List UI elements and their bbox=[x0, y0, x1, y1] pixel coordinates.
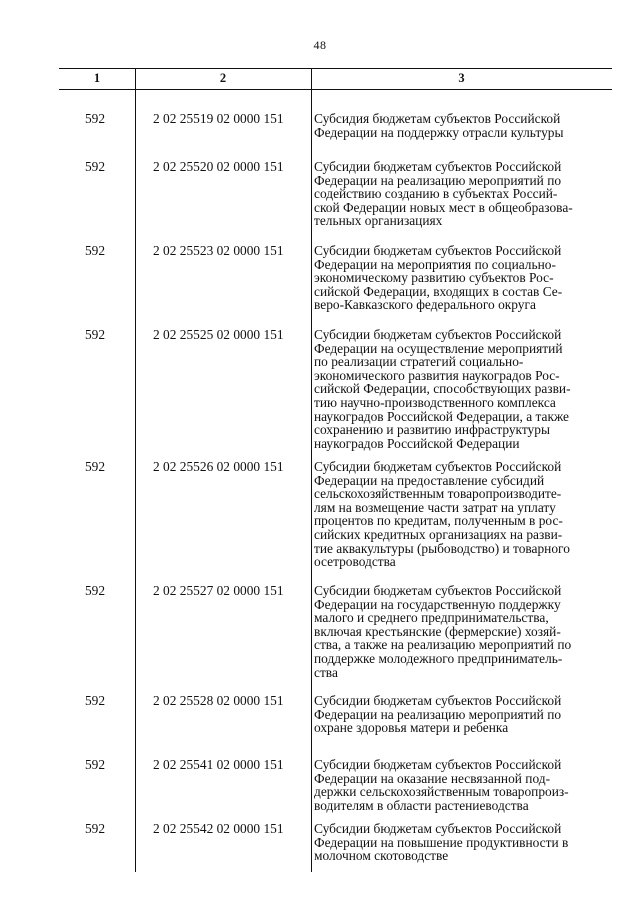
table-row bbox=[59, 694, 612, 735]
income-name-line: включая крестьянские (фермерские) хозяй- bbox=[314, 623, 561, 639]
income-name-line: сельскохозяйственным товаропроизводите- bbox=[314, 486, 562, 502]
budget-code: 2 02 25542 02 0000 151 bbox=[153, 821, 284, 836]
table-row bbox=[59, 112, 612, 139]
income-name-line: Федерации на осуществление мероприятий bbox=[314, 340, 563, 356]
header-col-1: 1 bbox=[93, 71, 101, 85]
income-name-line: Федерации на реализацию мероприятий по bbox=[314, 172, 562, 188]
income-name-line: охране здоровья матери и ребенка bbox=[314, 720, 509, 736]
admin-code: 592 bbox=[84, 243, 106, 258]
income-name-line: Федерации на повышение продуктивности в bbox=[314, 834, 569, 850]
admin-code: 592 bbox=[84, 111, 106, 126]
income-name-line: процентов по кредитам, полученным в рос- bbox=[314, 513, 563, 529]
admin-code: 592 bbox=[84, 757, 106, 772]
income-name-line: тие аквакультуры (рыбоводство) и товарного bbox=[314, 540, 570, 556]
budget-codes-table bbox=[59, 68, 612, 872]
income-name bbox=[311, 160, 612, 228]
income-name-line: тельных организациях bbox=[314, 213, 443, 229]
table-row bbox=[59, 758, 612, 812]
income-name bbox=[311, 822, 612, 863]
income-name-line: поддержке молодежного предприниматель- bbox=[314, 650, 563, 666]
table-row bbox=[59, 460, 612, 569]
income-name-line: Субсидии бюджетам субъектов Российской bbox=[314, 459, 562, 474]
income-name-line: наукоградов Российской Федерации, а также bbox=[314, 408, 570, 424]
admin-code: 592 bbox=[84, 459, 106, 474]
income-name-line: Федерации на поддержку отрасли культуры bbox=[314, 124, 564, 140]
page-number: 48 bbox=[313, 38, 327, 52]
income-name-line: Федерации на мероприятия по социально- bbox=[314, 256, 556, 272]
income-name-line: молочном скотоводстве bbox=[314, 848, 449, 864]
income-name-line: Федерации на предоставление субсидий bbox=[314, 472, 545, 488]
budget-code: 2 02 25528 02 0000 151 bbox=[153, 693, 284, 708]
admin-code: 592 bbox=[84, 327, 106, 342]
budget-code: 2 02 25523 02 0000 151 bbox=[153, 243, 284, 258]
income-name-line: лям на возмещение части затрат на уплату bbox=[314, 499, 556, 515]
income-name-line: водителям в области растениеводства bbox=[314, 797, 529, 813]
admin-code: 592 bbox=[84, 693, 106, 708]
budget-code: 2 02 25525 02 0000 151 bbox=[153, 327, 284, 342]
income-name bbox=[311, 244, 612, 312]
income-name-line: сийских кредитных организациях на разви- bbox=[314, 526, 563, 542]
income-name-line: сийской Федерации, входящих в состав Се- bbox=[314, 283, 563, 299]
income-name-line: Субсидии бюджетам субъектов Российской bbox=[314, 583, 562, 598]
admin-code: 592 bbox=[84, 159, 106, 174]
income-name-line: держки сельскохозяйственным товаропроиз- bbox=[314, 784, 569, 800]
income-name bbox=[311, 584, 612, 679]
income-name bbox=[311, 328, 612, 450]
table-header bbox=[59, 68, 612, 90]
income-name-line: экономическому развитию субъектов Рос- bbox=[314, 270, 554, 286]
budget-code: 2 02 25519 02 0000 151 bbox=[153, 111, 284, 126]
income-name bbox=[311, 112, 612, 139]
income-name-line: Субсидии бюджетам субъектов Российской bbox=[314, 821, 562, 836]
income-name-line: Субсидии бюджетам субъектов Российской bbox=[314, 757, 562, 772]
table-row bbox=[59, 160, 612, 228]
income-name bbox=[311, 758, 612, 812]
income-name-line: ства, а также на реализацию мероприятий по bbox=[314, 637, 572, 653]
table-row bbox=[59, 328, 612, 450]
column-divider-1 bbox=[135, 69, 136, 89]
income-name-line: Субсидии бюджетам субъектов Российской bbox=[314, 159, 562, 174]
header-col-3: 3 bbox=[458, 71, 465, 85]
income-name-line: тию научно-производственного комплекса bbox=[314, 394, 556, 410]
table-row bbox=[59, 822, 612, 863]
income-name-line: осетроводства bbox=[314, 554, 396, 570]
admin-code: 592 bbox=[84, 821, 106, 836]
income-name bbox=[311, 694, 612, 735]
income-name-line: по реализации стратегий социально- bbox=[314, 354, 524, 370]
income-name-line: ской Федерации новых мест в общеобразова- bbox=[314, 199, 573, 215]
income-name-line: малого и среднего предпринимательства, bbox=[314, 610, 549, 626]
income-name-line: Федерации на государственную поддержку bbox=[314, 596, 561, 612]
budget-code: 2 02 25527 02 0000 151 bbox=[153, 583, 284, 598]
income-name-line: веро-Кавказского федерального округа bbox=[314, 297, 536, 313]
table-body bbox=[59, 90, 612, 872]
income-name-line: сохранению и развитию инфраструктуры bbox=[314, 422, 550, 438]
income-name-line: Субсидии бюджетам субъектов Российской bbox=[314, 243, 562, 258]
budget-code: 2 02 25541 02 0000 151 bbox=[153, 757, 284, 772]
income-name-line: Субсидии бюджетам субъектов Российской bbox=[314, 693, 562, 708]
income-name-line: Субсидии бюджетам субъектов Российской bbox=[314, 327, 562, 342]
header-col-2: 2 bbox=[219, 71, 227, 85]
income-name-line: экономического развития наукоградов Рос- bbox=[314, 367, 560, 383]
income-name-line: содействию созданию в субъектах Россий- bbox=[314, 186, 558, 202]
table-row bbox=[59, 244, 612, 312]
income-name-line: Субсидия бюджетам субъектов Российской bbox=[314, 111, 561, 126]
income-name-line: сийской Федерации, способствующих разви- bbox=[314, 381, 571, 397]
budget-code: 2 02 25526 02 0000 151 bbox=[153, 459, 284, 474]
budget-code: 2 02 25520 02 0000 151 bbox=[153, 159, 284, 174]
table-row bbox=[59, 584, 612, 679]
income-name-line: Федерации на реализацию мероприятий по bbox=[314, 706, 562, 722]
column-divider-2 bbox=[311, 69, 312, 89]
income-name bbox=[311, 460, 612, 569]
income-name-line: наукоградов Российской Федерации bbox=[314, 435, 520, 451]
admin-code: 592 bbox=[84, 583, 106, 598]
income-name-line: Федерации на оказание несвязанной под- bbox=[314, 770, 551, 786]
income-name-line: ства bbox=[314, 664, 338, 680]
